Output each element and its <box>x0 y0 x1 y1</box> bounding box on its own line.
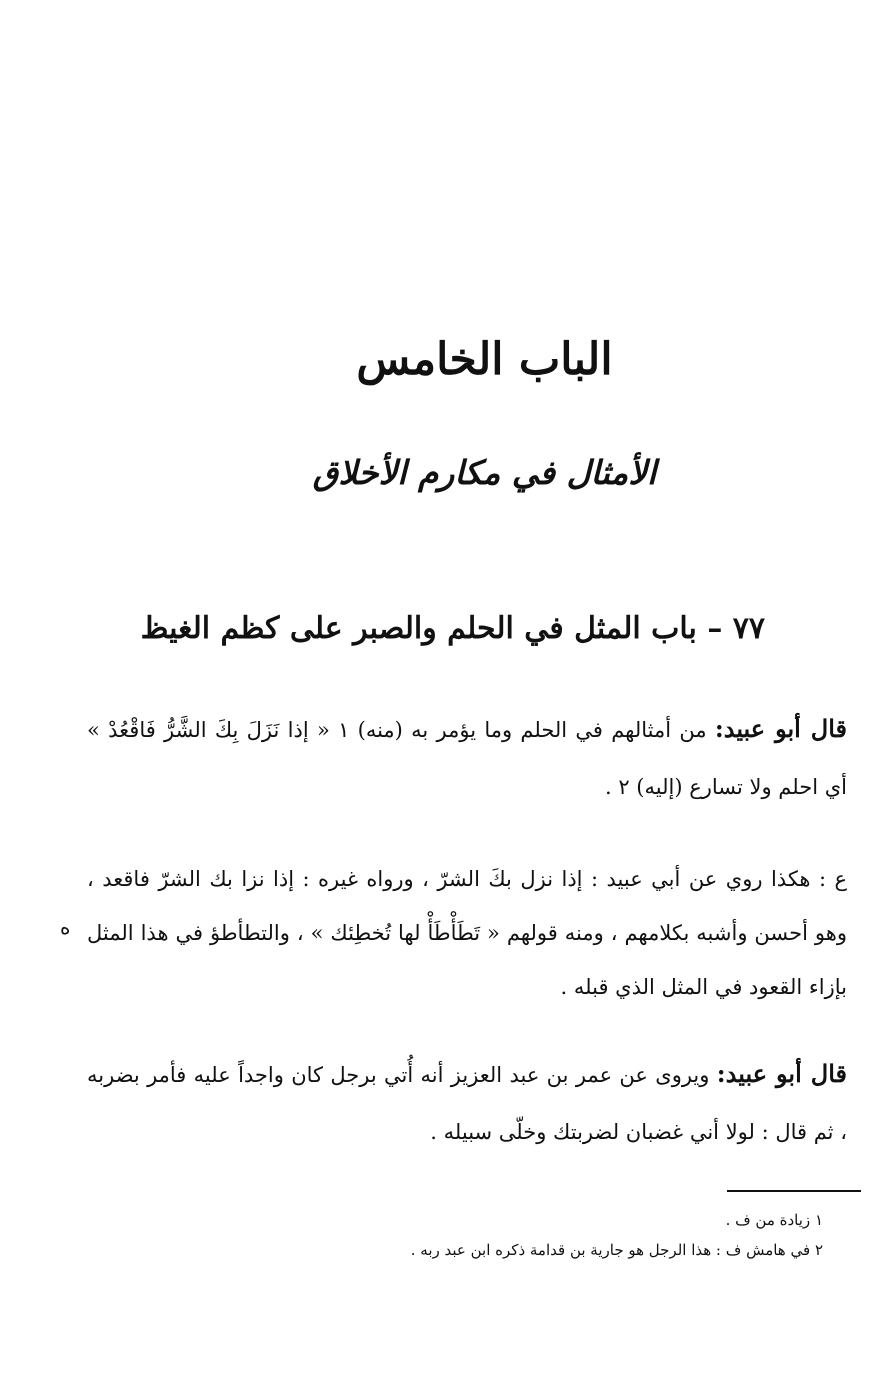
margin-mark: ه <box>60 915 71 939</box>
speaker-label: قال أبو عبيد: <box>716 1059 847 1088</box>
speaker-label: قال أبو عبيد: <box>714 714 848 743</box>
paragraph <box>87 1045 847 1161</box>
paragraph <box>87 700 847 816</box>
chapter-subtitle: الأمثال في مكارم الأخلاق <box>312 453 657 492</box>
section-heading: ٧٧ – باب المثل في الحلم والصبر على كظم الغيظ <box>140 611 765 646</box>
chapter-title: الباب الخامس <box>356 334 613 385</box>
footnote: ٢ في هامش ف : هذا الرجل هو جارية بن قدامة ذكره ابن عبد ربه . <box>410 1241 823 1259</box>
footnote: ١ زيادة من ف . <box>725 1211 823 1229</box>
paragraph-text: ع : هكذا روي عن أبي عبيد : إذا نزل بكَ الشرّ ، ورواه غيره : إذا نزا بك الشرّ فاقعد ، وهو أحسن وأشبه بكلامهم ، ومنه قولهم « تَطَأْطَأْ لها تُخطِئك » ، والتطأطؤ في هذا المثل بإزاء القعود في المثل الذي قبله . <box>87 867 847 999</box>
paragraph-text: ويروى عن عمر بن عبد العزيز أنه أُتي برجل كان واجداً عليه فأمر بضربه ، ثم قال : لولا أني غضبان لضربتك وخلّى سبيله . <box>87 1063 847 1144</box>
paragraph-text: من أمثالهم في الحلم وما يؤمر به (منه) ١ « إذا نَزَلَ بِكَ الشَّرُّ فَاقْعُدْ » أي احلم ولا تسارع (إليه) ٢ . <box>87 718 847 799</box>
footnotes <box>123 1205 823 1265</box>
footnote-divider <box>727 1190 861 1192</box>
paragraph <box>87 852 847 1014</box>
